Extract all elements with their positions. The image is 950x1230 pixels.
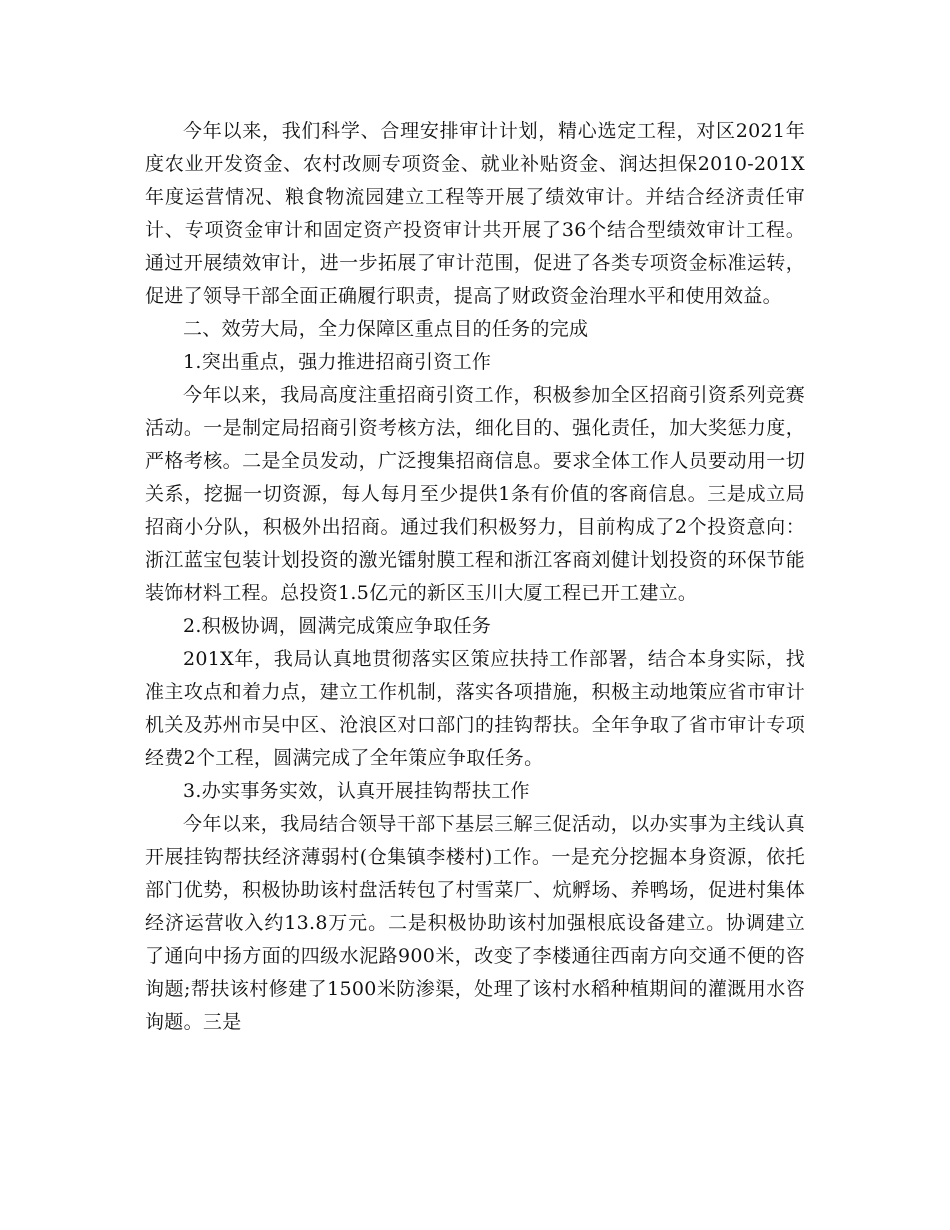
subheading-investment: 1.突出重点，强力推进招商引资工作 xyxy=(183,351,492,373)
paragraph-investment: 今年以来，我局高度注重招商引资工作，积极参加全区招商引资系列竞赛活动。一是制定局招商引资考核方法，细化目的、强化责任，加大奖惩力度，严格考核。二是全员发动，广泛搜集招商信息。要求全体工作人员要动用一切关系，挖掘一切资源，每人每月至少提供1条有价值的客商信息。三是成立局招商小分队，积极外出招商。通过我们积极努力，目前构成了2个投资意向：浙江蓝宝包装计划投资的激光镭射膜工程和浙江客商刘健计划投资的环保节能装饰材料工程。总投资1.5亿元的新区玉川大厦工程已开工建立。 xyxy=(145,384,805,604)
section-heading-2: 二、效劳大局，全力保障区重点目的任务的完成 xyxy=(183,318,589,340)
paragraph-assistance: 今年以来，我局结合领导干部下基层三解三促活动，以办实事为主线认真开展挂钩帮扶经济薄弱村(仓集镇李楼村)工作。一是充分挖掘本身资源，依托部门优势，积极协助该村盘活转包了村雪菜厂、炕孵场、养鸭场，促进村集体经济运营收入约13.8万元。二是积极协助该村加强根底设备建立。协调建立了通向中扬方面的四级水泥路900米，改变了李楼通往西南方向交通不便的咨询题;帮扶该村修建了1500米防渗渠，处理了该村水稻种植期间的灌溉用水咨询题。三是 xyxy=(145,813,805,1033)
paragraph-performance-audit: 今年以来，我们科学、合理安排审计计划，精心选定工程，对区2021年度农业开发资金、农村改厕专项资金、就业补贴资金、润达担保2010-201X年度运营情况、粮食物流园建立工程等开展了绩效审计。并结合经济责任审计、专项资金审计和固定资产投资审计共开展了36个结合型绩效审计工程。通过开展绩效审计，进一步拓展了审计范围，促进了各类专项资金标准运转，促进了领导干部全面正确履行职责，提高了财政资金治理水平和使用效益。 xyxy=(145,120,805,307)
subheading-assistance: 3.办实事务实效，认真开展挂钩帮扶工作 xyxy=(183,780,530,802)
paragraph-coordination: 201X年，我局认真地贯彻落实区策应扶持工作部署，结合本身实际，找准主攻点和着力点，建立工作机制，落实各项措施，积极主动地策应省市审计机关及苏州市吴中区、沧浪区对口部门的挂钩帮扶。全年争取了省市审计专项经费2个工程，圆满完成了全年策应争取任务。 xyxy=(145,648,805,769)
document-body xyxy=(145,115,805,1039)
subheading-coordination: 2.积极协调，圆满完成策应争取任务 xyxy=(183,615,492,637)
